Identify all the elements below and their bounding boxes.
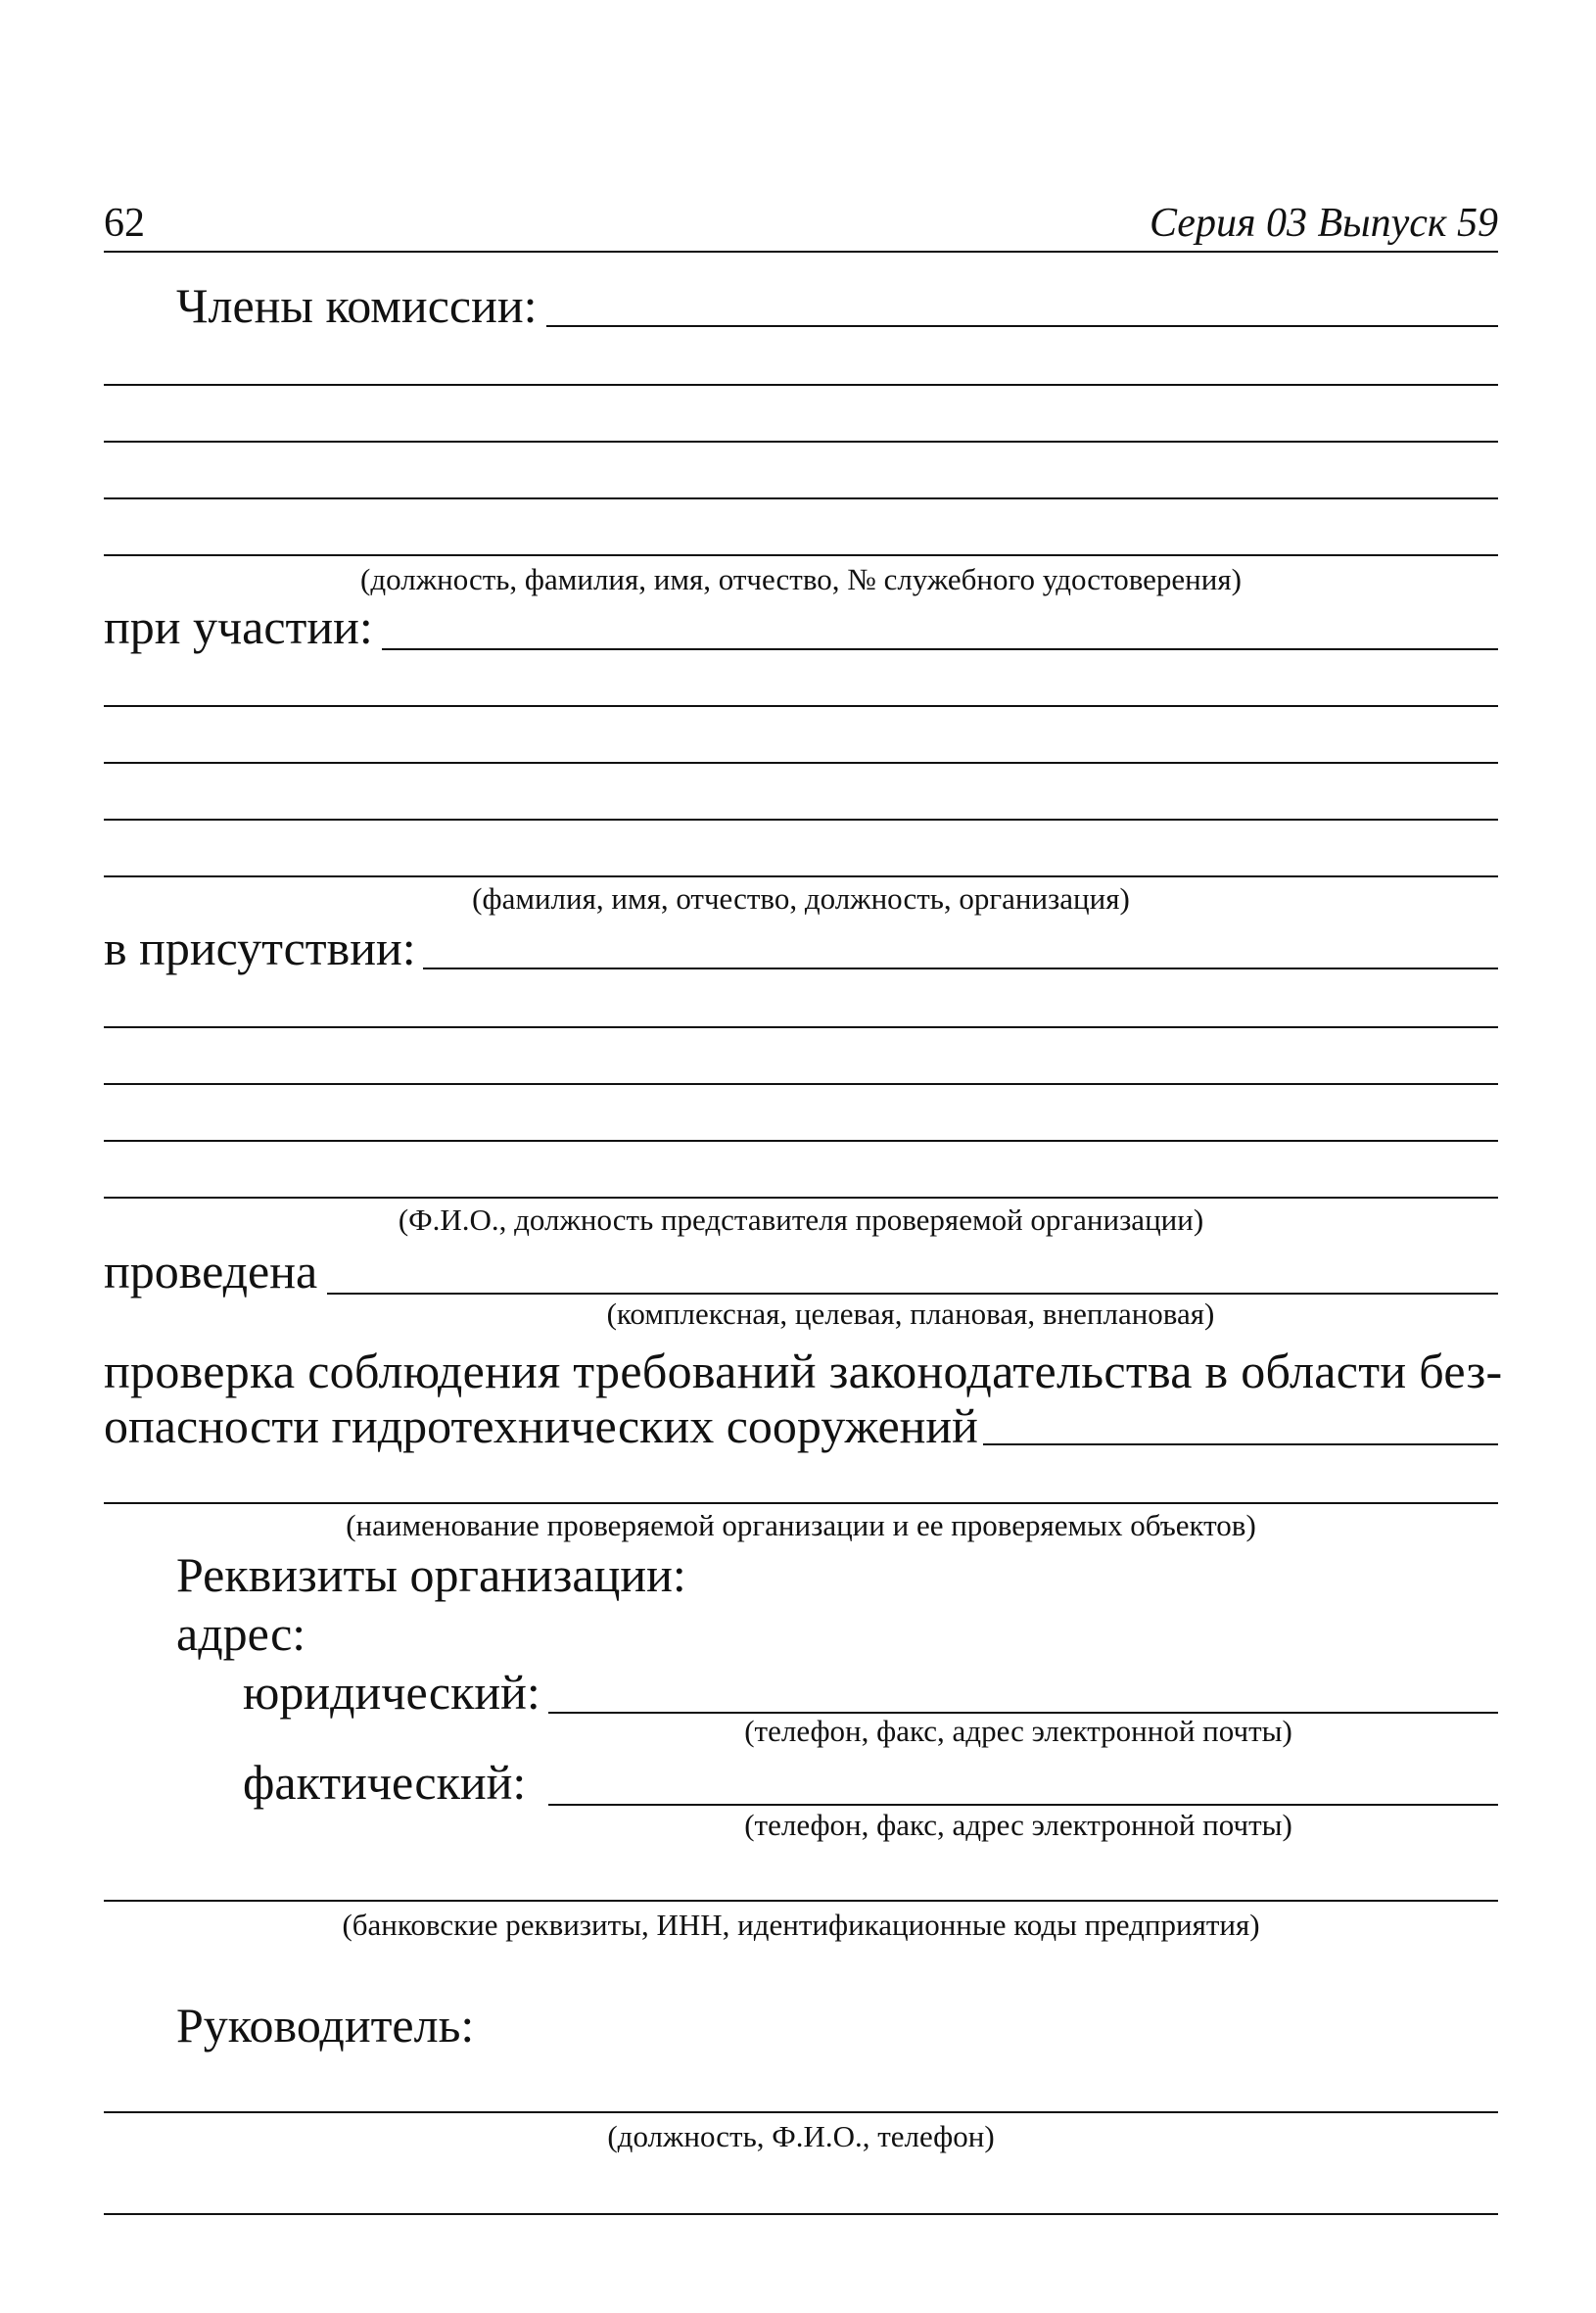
legal-address-label: юридический: — [243, 1665, 540, 1720]
bank-caption: (банковские реквизиты, ИНН, идентификационные коды предприятия) — [342, 1908, 1260, 1942]
actual-address-caption: (телефон, факс, адрес электронной почты) — [744, 1808, 1292, 1842]
inspection-fill-line-1[interactable] — [983, 1443, 1498, 1445]
conducted-fill-line[interactable] — [327, 1293, 1498, 1295]
legal-address-caption: (телефон, факс, адрес электронной почты) — [744, 1714, 1292, 1748]
header-rule — [104, 251, 1498, 253]
presence-fill-line-5[interactable] — [104, 1197, 1498, 1199]
participation-fill-line-4[interactable] — [104, 819, 1498, 821]
presence-fill-line-1[interactable] — [423, 968, 1498, 969]
address-label: адрес: — [176, 1606, 306, 1661]
members-fill-line-1[interactable] — [546, 325, 1498, 327]
presence-fill-line-2[interactable] — [104, 1026, 1498, 1028]
actual-address-fill-line[interactable] — [548, 1804, 1498, 1806]
members-caption: (должность, фамилия, имя, отчество, № служебного удостоверения) — [360, 562, 1242, 596]
bank-fill-line[interactable] — [104, 1900, 1498, 1902]
inspection-fill-line-2[interactable] — [104, 1502, 1498, 1504]
members-fill-line-2[interactable] — [104, 384, 1498, 386]
conducted-label: проведена — [104, 1244, 318, 1298]
participation-label: при участии: — [104, 599, 373, 654]
conducted-caption: (комплексная, целевая, плановая, внеплановая) — [606, 1297, 1215, 1331]
participation-fill-line-5[interactable] — [104, 875, 1498, 877]
requisites-title: Реквизиты организации: — [176, 1547, 686, 1602]
presence-label: в присутствии: — [104, 920, 416, 975]
head-extra-line[interactable] — [104, 2213, 1498, 2215]
members-fill-line-3[interactable] — [104, 441, 1498, 443]
page-number: 62 — [104, 201, 145, 246]
inspection-line-2: опасности гидротехнических сооружений — [104, 1398, 978, 1453]
inspection-line-1: проверка соблюдения требований законодательства в области без- — [104, 1344, 1503, 1398]
head-label: Руководитель: — [176, 1998, 475, 2053]
participation-fill-line-1[interactable] — [382, 648, 1498, 650]
head-caption: (должность, Ф.И.О., телефон) — [607, 2119, 995, 2153]
participation-fill-line-3[interactable] — [104, 762, 1498, 764]
presence-fill-line-4[interactable] — [104, 1140, 1498, 1142]
participation-caption: (фамилия, имя, отчество, должность, организация) — [472, 881, 1130, 916]
presence-fill-line-3[interactable] — [104, 1083, 1498, 1085]
series-label: Серия 03 Выпуск 59 — [1150, 201, 1498, 246]
members-fill-line-4[interactable] — [104, 497, 1498, 499]
actual-address-label: фактический: — [243, 1755, 527, 1810]
members-label: Члены комиссии: — [176, 278, 538, 333]
head-fill-line[interactable] — [104, 2111, 1498, 2113]
members-fill-line-5[interactable] — [104, 554, 1498, 556]
participation-fill-line-2[interactable] — [104, 705, 1498, 707]
presence-caption: (Ф.И.О., должность представителя проверяемой организации) — [398, 1203, 1204, 1237]
inspection-caption: (наименование проверяемой организации и ее проверяемых объектов) — [346, 1508, 1256, 1542]
